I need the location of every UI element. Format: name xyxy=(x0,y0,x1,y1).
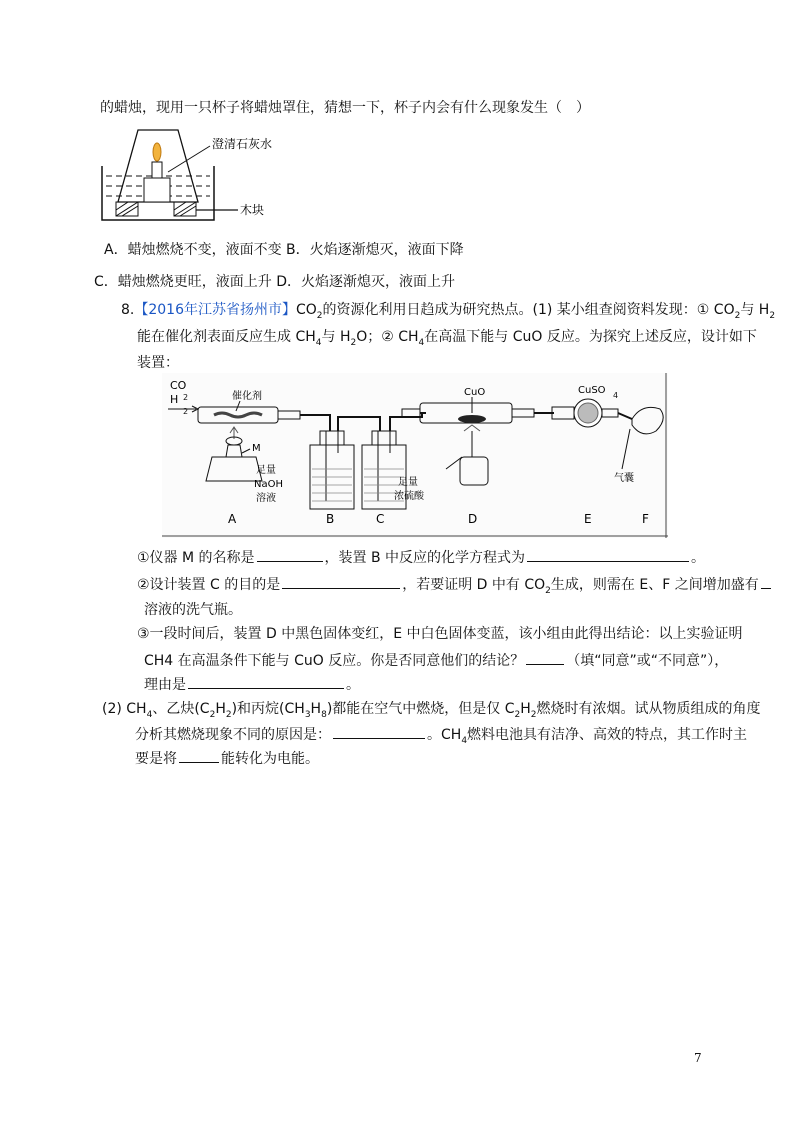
q7-options-ab: A．蜡烛燃烧不变，液面不变 B．火焰逐渐熄灭，液面下降 xyxy=(104,242,464,258)
fig-sub-co2: 2 xyxy=(183,393,189,402)
answer-blank[interactable] xyxy=(282,574,400,589)
svg-text:C: C xyxy=(376,512,385,526)
answer-blank[interactable] xyxy=(761,574,771,589)
svg-text:A: A xyxy=(228,512,237,526)
q8-sub3-line1: ③一段时间后，装置 D 中黑色固体变红，E 中白色固体变蓝，该小组由此得出结论：以上实验证明 xyxy=(137,626,743,642)
answer-blank[interactable] xyxy=(333,724,425,739)
q8-apparatus-figure xyxy=(162,373,668,538)
q8-line2: 能在催化剂表面反应生成 $CH_4$与 $H_2O$；② $CH_4$在高温下能与 CuO 反应。为探究上述反应，设计如下 xyxy=(137,329,757,348)
answer-blank[interactable] xyxy=(179,748,219,763)
svg-text:D: D xyxy=(468,512,478,526)
answer-blank[interactable] xyxy=(527,547,689,562)
svg-text:CuSO: CuSO xyxy=(578,385,606,396)
q7-stem: 的蜡烛，现用一只杯子将蜡烛罩住，猜想一下，杯子内会有什么现象发生（ ） xyxy=(100,100,590,116)
q7-options-cd: C．蜡烛燃烧更旺，液面上升 D．火焰逐渐熄灭，液面上升 xyxy=(94,274,456,290)
q8-part2-line3: 要是将 能转化为电能。 xyxy=(135,748,319,769)
q7-candle-figure xyxy=(98,124,338,224)
svg-text:CuO: CuO xyxy=(464,387,486,398)
q8-part2-line2: 分析其燃烧现象不同的原因是： 。$CH_4$燃料电池具有洁净、高效的特点，其工作时主 xyxy=(135,724,747,751)
svg-text:M: M xyxy=(252,443,261,454)
svg-text:足量: 足量 xyxy=(256,465,276,476)
svg-text:溶液: 溶液 xyxy=(256,493,276,504)
svg-text:催化剂: 催化剂 xyxy=(232,391,262,402)
limewater-label: 澄清石灰水 xyxy=(212,137,273,151)
svg-text:E: E xyxy=(584,512,592,526)
answer-blank[interactable] xyxy=(257,547,323,562)
page-number: 7 xyxy=(694,1051,702,1065)
fig-sub-h2: 2 xyxy=(183,407,189,416)
q8-line1: 8.【2016年江苏省扬州市】$CO_2$的资源化利用日趋成为研究热点。(1) 某小组查阅资料发现：① $CO_2$与 $H_2$ xyxy=(121,302,776,321)
q8-sub3-line2: CH4 在高温条件下能与 CuO 反应。你是否同意他们的结论？ （填“同意”或“不同意”）， xyxy=(144,650,728,671)
q8-line3: 装置： xyxy=(137,355,179,371)
svg-text:CO: CO xyxy=(170,379,187,392)
q8-source: 【2016年江苏省扬州市】 xyxy=(134,302,296,318)
svg-text:浓硫酸: 浓硫酸 xyxy=(394,491,424,502)
svg-text:气囊: 气囊 xyxy=(614,473,634,484)
svg-text:B: B xyxy=(326,512,335,526)
wood-label: 木块 xyxy=(240,203,265,217)
svg-text:F: F xyxy=(642,512,649,526)
q8-number: 8. xyxy=(121,302,135,318)
q8-part2-line1: (2) $CH_4$、乙炔$(C_2H_2)$和丙烷$(CH_3H_8)$都能在空气中燃烧，但是仅 $C_2H_2$燃烧时有浓烟。试从物质组成的角度 xyxy=(102,701,761,720)
answer-blank[interactable] xyxy=(188,674,344,689)
q8-sub3-line3: 理由是 。 xyxy=(144,674,360,695)
answer-blank[interactable] xyxy=(526,650,564,665)
svg-text:NaOH: NaOH xyxy=(254,479,283,490)
q8-sub2: ②设计装置 C 的目的是 ，若要证明 D 中有 $CO_2$生成，则需在 E、F 之间增加盛有 xyxy=(137,574,773,601)
fig-sub-cuso4: 4 xyxy=(613,391,619,400)
svg-text:H: H xyxy=(170,393,179,406)
svg-text:足量: 足量 xyxy=(398,477,418,488)
q8-sub2-line2: 溶液的洗气瓶。 xyxy=(144,602,242,618)
q8-sub1: ①仪器 M 的名称是 ，装置 B 中反应的化学方程式为 。 xyxy=(137,547,705,568)
